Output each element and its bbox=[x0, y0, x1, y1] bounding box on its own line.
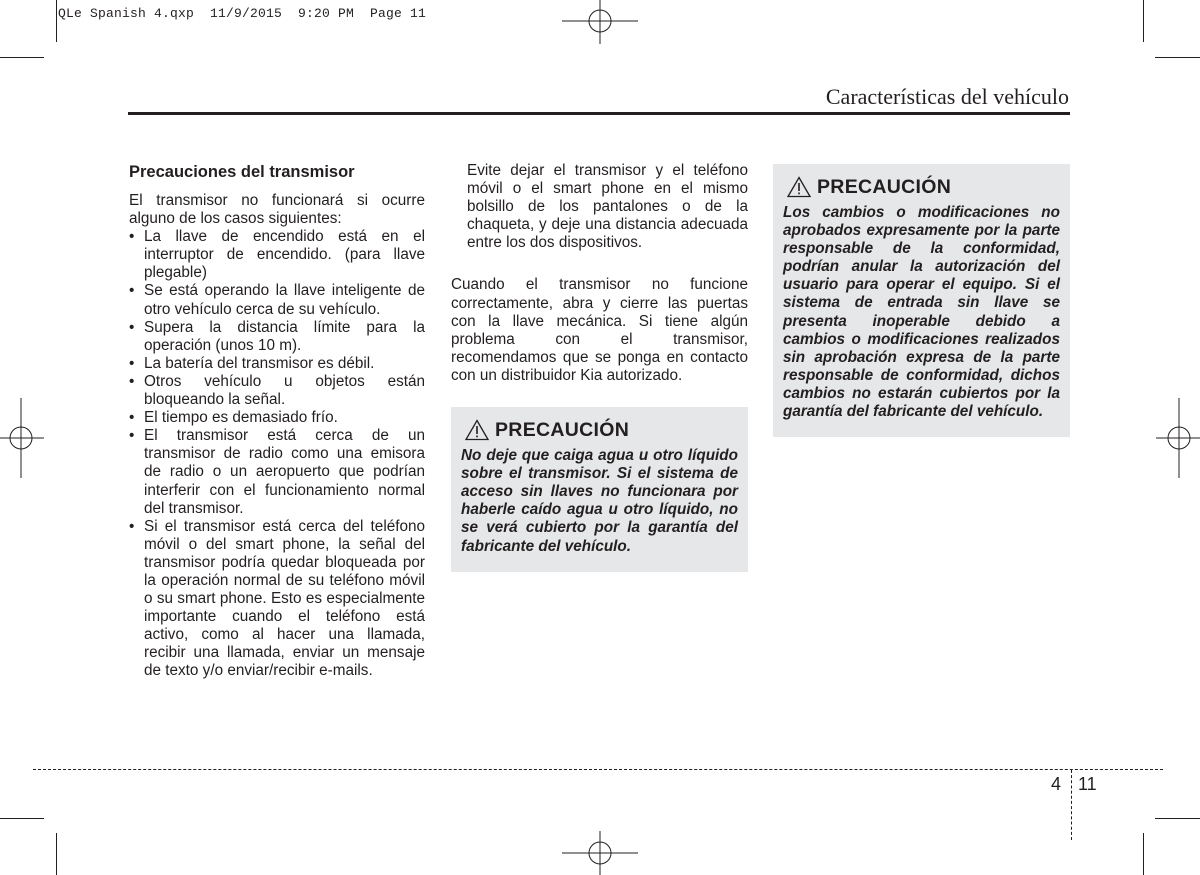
caution-box bbox=[773, 164, 1070, 437]
caution-title: PRECAUCIÓN bbox=[817, 175, 952, 198]
page-number-separator bbox=[1071, 770, 1072, 840]
crop-mark bbox=[0, 818, 44, 819]
caution-header bbox=[783, 176, 1060, 198]
list-item: • La batería del transmisor es débil. bbox=[129, 355, 425, 373]
list-item: • Supera la distancia límite para la operación (unos 10 m). bbox=[129, 319, 425, 355]
caution-text: No deje que caiga agua u otro líquido sobre el transmisor. Si el sistema de acceso sin llaves no funcionara por haberle caído agua u otro líquido, no se verá cubierto por la garantía del fabricante del vehículo. bbox=[461, 447, 738, 555]
list-item: • Se está operando la llave inteligente de otro vehículo cerca de su vehículo. bbox=[129, 282, 425, 318]
crop-mark bbox=[56, 0, 57, 42]
list-item: • Otros vehículo u objetos están bloqueando la señal. bbox=[129, 373, 425, 409]
intro-paragraph: El transmisor no funcionará si ocurre alguno de los casos siguientes: bbox=[129, 192, 425, 228]
crop-mark bbox=[1155, 57, 1200, 58]
body-paragraph: Cuando el transmisor no funcione correctamente, abra y cierre las puertas con la llave mecánica. Si tiene algún problema con el transmisor, recomendamos que se ponga en contacto con un distribuidor Kia autorizado. bbox=[451, 276, 748, 384]
caution-box bbox=[451, 407, 748, 572]
registration-mark-icon bbox=[562, 0, 638, 44]
caution-text: Los cambios o modificaciones no aprobados expresamente por la parte responsable de la conformidad, podrían anular la autorización del usuario para operar el equipo. Si el sistema de entrada sin llave se presenta inoperable debido a cambios o modificaciones realizados sin aprobación expresa de la parte responsable de conformidad, dichos cambios no estarán cubiertos por la garantía del fabricante del vehículo. bbox=[783, 204, 1060, 421]
list-item: • Si el transmisor está cerca del teléfono móvil o del smart phone, la señal del transmisor podría quedar bloqueada por la operación normal de su teléfono móvil o su smart phone. Esto es especialmente importante cuando el teléfono está activo, como al hacer una llamada, recibir una llamada, enviar un mensaje de texto y/o enviar/recibir e-mails. bbox=[129, 518, 425, 681]
crop-mark bbox=[0, 57, 44, 58]
registration-mark-icon bbox=[0, 398, 44, 478]
registration-mark-icon bbox=[562, 831, 638, 875]
column-3 bbox=[773, 164, 1070, 437]
caution-title: PRECAUCIÓN bbox=[495, 418, 630, 441]
column-2 bbox=[451, 162, 748, 572]
page-number: 11 bbox=[1078, 774, 1097, 794]
crop-mark bbox=[56, 833, 57, 875]
section-heading: Precauciones del transmisor bbox=[129, 163, 355, 181]
crop-mark bbox=[1143, 0, 1144, 42]
crop-mark bbox=[1155, 818, 1200, 819]
caution-header bbox=[461, 419, 738, 441]
crop-mark bbox=[1143, 833, 1144, 875]
section-title: Características del vehículo bbox=[825, 84, 1069, 109]
conditions-list bbox=[129, 228, 425, 680]
list-item: • El transmisor está cerca de un transmisor de radio como una emisora de radio o un aeropuerto que podrían interferir con el funcionamiento normal del transmisor. bbox=[129, 427, 425, 517]
list-item: • El tiempo es demasiado frío. bbox=[129, 409, 425, 427]
footer-rule bbox=[33, 769, 1163, 770]
chapter-number: 4 bbox=[1051, 774, 1062, 794]
warning-triangle-icon bbox=[787, 176, 811, 198]
continuation-paragraph: Evite dejar el transmisor y el teléfono móvil o el smart phone en el mismo bolsillo de los pantalones o de la chaqueta, y deje una distancia adecuada entre los dos dispositivos. bbox=[467, 162, 748, 252]
column-1 bbox=[129, 162, 425, 681]
warning-triangle-icon bbox=[465, 419, 489, 441]
registration-mark-icon bbox=[1156, 398, 1200, 478]
print-slug: QLe Spanish 4.qxp 11/9/2015 9:20 PM Page 11 bbox=[58, 6, 427, 21]
list-item: • La llave de encendido está en el interruptor de encendido. (para llave plegable) bbox=[129, 228, 425, 282]
header-rule bbox=[128, 112, 1070, 115]
